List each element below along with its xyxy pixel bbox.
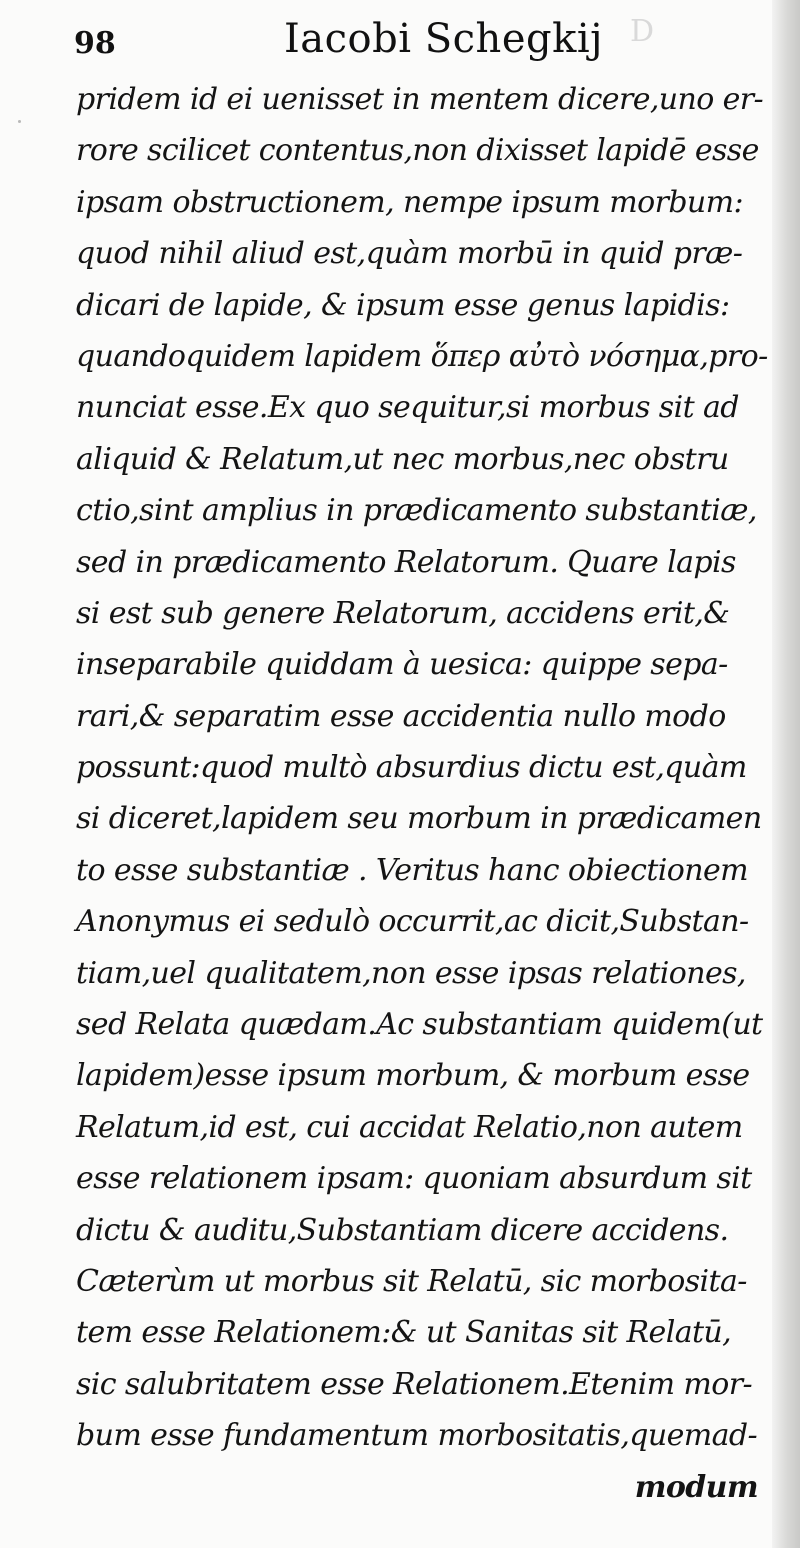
text-line: bum esse fundamentum morbositatis,quemad- [76,1418,758,1454]
text-line: rari,& separatim esse accidentia nullo modo [76,698,726,734]
page-number: 98 [74,26,116,61]
catchword: modum [634,1469,758,1505]
running-head: Iacobi Schegkij [284,16,604,62]
text-line: to esse substantiæ . Veritus hanc obiectionem [76,852,748,888]
text-line: aliquid & Relatum,ut nec morbus,nec obstru [76,441,729,477]
text-line: si est sub genere Relatorum, accidens erit,& [76,595,730,631]
paper-speck [18,120,21,123]
text-line: si diceret,lapidem seu morbum in prædicamen [76,801,762,837]
text-line: ipsam obstructionem, nempe ipsum morbum: [76,184,743,220]
text-line: tem esse Relationem:& ut Sanitas sit Relatū, [76,1315,732,1351]
text-line: tiam,uel qualitatem,non esse ipsas relationes, [76,955,746,991]
text-line: nunciat esse.Ex quo sequitur,si morbus sit ad [76,390,739,426]
text-line: Anonymus ei sedulò occurrit,ac dicit,Substan- [76,904,749,940]
text-line: sic salubritatem esse Relationem.Etenim mor- [76,1366,753,1402]
text-line: inseparabile quiddam à uesica: quippe sepa- [76,647,728,683]
page-gutter-shadow [772,0,800,1548]
text-line: possunt:quod multò absurdius dictu est,quàm [76,750,747,786]
text-line: esse relationem ipsam: quoniam absurdum sit [76,1161,752,1197]
page-header [74,12,774,72]
text-line: rore scilicet contentus,non dixisset lapidē esse [76,133,759,169]
text-line: pridem id ei uenisset in mentem dicere,uno er- [76,82,764,117]
text-line: dictu & auditu,Substantiam dicere accidens. [76,1212,729,1248]
text-line: Cæterùm ut morbus sit Relatū, sic morbosita- [76,1263,747,1299]
bleed-through-text: D [630,14,657,49]
text-line: sed Relata quædam.Ac substantiam quidem(ut [76,1007,763,1043]
text-line: lapidem)esse ipsum morbum, & morbum esse [76,1058,750,1094]
text-line: dicari de lapide, & ipsum esse genus lapidis: [76,287,730,323]
text-line: sed in prædicamento Relatorum. Quare lapis [76,544,736,580]
body-text [76,74,776,1513]
text-line: Relatum,id est, cui accidat Relatio,non autem [76,1109,743,1145]
text-line: quandoquidem lapidem ὅπερ αὐτὸ νόσημα,pro- [76,338,768,374]
text-line: ctio,sint amplius in prædicamento substantiæ, [76,493,757,529]
text-line: quod nihil aliud est,quàm morbū in quid præ- [76,236,743,272]
